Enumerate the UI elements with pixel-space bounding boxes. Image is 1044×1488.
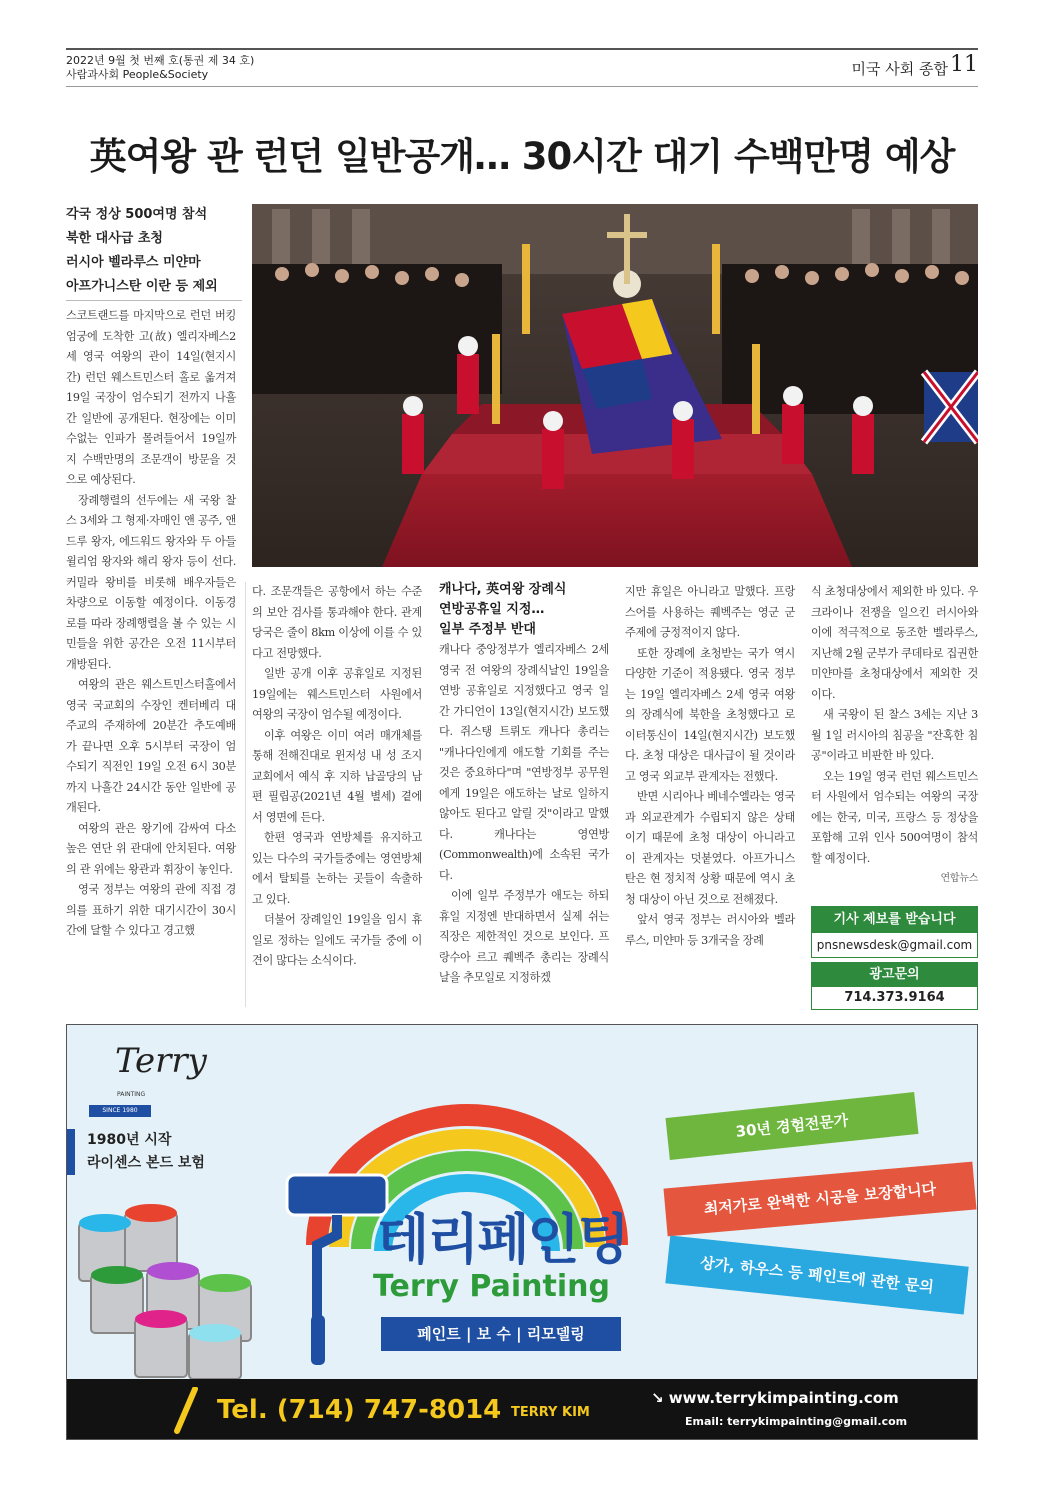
publication-name: 사람과사회 People&Society — [66, 68, 209, 81]
paragraph: 앞서 영국 정부는 러시아와 벨라루스, 미얀마 등 3개국을 장례 — [625, 913, 795, 947]
sub-article-heading-line: 연방공휴일 지정… — [439, 602, 545, 617]
subhead-line: 북한 대사급 초청 — [66, 231, 163, 246]
ad-email[interactable]: Email: terrykimpainting@gmail.com — [685, 1415, 908, 1428]
paragraph: 또한 장례에 초청받는 국가 역시 다양한 기준이 적용됐다. 영국 정부는 19일 엘리자베스 2세 영국 여왕의 장례식에 북한을 초청했다고 로이터통신이 14일(현지시간) 보도했다. 초청 대상은 대사급이 될 것이라고 영국 외교부 관계자는 전했다. — [625, 646, 795, 783]
news-tip-box — [811, 906, 978, 958]
sub-article-heading — [439, 580, 609, 640]
paragraph: 장례행렬의 선두에는 새 국왕 찰스 3세와 그 형제·자매인 앤 공주, 앤드루 왕자, 에드워드 왕자와 두 아들 윌리엄 왕자와 해리 왕자 등이 선다. 커밀라 왕비를 비롯해 배우자들은 차량으로 이동할 예정이다. 이동경로를 따라 장례행렬을 볼 수 있는 시민들을 위한 공간은 오전 11시부터 개방된다. — [66, 493, 236, 671]
ad-banner: 30년 경험전문가 — [665, 1092, 918, 1160]
paragraph: 지만 휴일은 아니라고 말했다. 프랑스어를 사용하는 퀘벡주는 영군 군주제에 긍정적이지 않다. — [625, 585, 795, 639]
subhead-rule — [66, 300, 242, 301]
sub-article-heading-line: 일부 주정부 반대 — [439, 622, 536, 637]
article-column-2 — [252, 582, 422, 972]
paragraph: 오는 19일 영국 런던 웨스트민스터 사원에서 엄수되는 여왕의 국장에는 한국, 미국, 프랑스 등 정상을 포함해 고위 인사 500여명이 참석할 예정이다. — [811, 769, 978, 865]
paragraph: 더불어 장례일인 19일을 임시 휴일로 정하는 일에도 국가들 중에 이견이 많다는 소식이다. — [252, 913, 422, 967]
ad-logo-since: SINCE 1980 — [89, 1105, 151, 1117]
byline: 연합뉴스 — [940, 873, 978, 884]
ad-korean-name: 테리페인팅 — [377, 1208, 628, 1271]
subhead-line: 각국 정상 500여명 참석 — [66, 207, 208, 222]
subhead-line: 러시아 벨라루스 미얀마 — [66, 255, 201, 270]
ad-banner: 상가, 하우스 등 페인트에 관한 문의 — [665, 1235, 968, 1314]
headline: 英여왕 관 런던 일반공개… 30시간 대기 수백만명 예상 — [89, 135, 955, 178]
brush-icon — [171, 1387, 201, 1435]
section-name: 미국 사회 종합 — [851, 60, 948, 78]
column-divider — [245, 582, 246, 1007]
paragraph: 여왕의 관은 왕기에 감싸여 다소 높은 연단 위 관대에 안치된다. 여왕의 관 위에는 왕관과 휘장이 놓인다. — [66, 821, 236, 876]
photo-illustration — [252, 204, 978, 567]
paragraph: 다. 조문객들은 공항에서 하는 수준의 보안 검사를 통과해야 한다. 관계당국은 줄이 8km 이상에 이를 수 있다고 전망했다. — [252, 585, 422, 660]
paragraph: 스코트랜드를 마지막으로 런던 버킹엄궁에 도착한 고(故) 엘리자베스2세 영국 여왕의 관이 14일(현지시간) 런던 웨스트민스터 홀로 옮겨져 19일 국장이 엄수되기 전까지 나흘간 일반에 공개된다. 현장에는 이미 수없는 인파가 몰려들어서 19일까지 수백만명의 조문객이 방문을 것으로 예상된다. — [66, 309, 236, 486]
ad-website[interactable]: ↘ www.terrykimpainting.com — [651, 1389, 899, 1407]
ad-inquiry-box — [811, 962, 978, 1010]
ad-telephone[interactable]: Tel. (714) 747-8014 — [217, 1395, 502, 1425]
header-rule-bottom — [66, 86, 978, 87]
paragraph: 이후 여왕은 이미 여러 매개체를 통해 전해진대로 윈저성 내 성 조지 교회에서 예식 후 지하 납골당의 남편 필립공(2021년 4월 별세) 곁에서 영면에 든다. — [252, 728, 422, 824]
paragraph: 영국 정부는 여왕의 관에 직접 경의를 표하기 위한 대기시간이 30시간에 달할 수 있다고 경고했 — [66, 883, 236, 937]
paragraph: 새 국왕이 된 찰스 3세는 지난 3월 1일 러시아의 침공을 "잔혹한 침공"이라고 비판한 바 있다. — [811, 708, 978, 762]
ad-inquiry-phone[interactable]: 714.373.9164 — [844, 990, 945, 1005]
ad-inquiry-title: 광고문의 — [812, 963, 977, 987]
article-column-1 — [66, 306, 236, 942]
paint-cans-icon — [73, 1193, 273, 1383]
issue-info: 2022년 9월 첫 번째 호(통권 제 34 호) — [66, 54, 255, 67]
ad-since-text: 1980년 시작 — [87, 1132, 172, 1148]
ad-banner: 최저가로 완벽한 시공을 보장합니다 — [663, 1162, 976, 1237]
paragraph: 이에 일부 주정부가 애도는 하되 휴일 지정엔 반대하면서 실제 쉬는 직장은 제한적인 것으로 보인다. 프랑수아 르고 퀘벡주 총리는 장례식날을 추모일로 지정하겠 — [439, 889, 609, 984]
sub-article-heading-line: 캐나다, 英여왕 장례식 — [439, 582, 567, 597]
paragraph: 일반 공개 이후 공휴일로 지정된 19일에는 웨스트민스터 사원에서 여왕의 국장이 엄수될 예정이다. — [252, 667, 422, 721]
article-column-5 — [811, 582, 978, 890]
ad-accent-bar — [67, 1129, 75, 1175]
ad-footer — [67, 1379, 978, 1440]
ad-license-text: 라이센스 본드 보험 — [87, 1155, 205, 1171]
terry-painting-ad — [66, 1024, 978, 1440]
ad-logo-name: Terry — [115, 1041, 207, 1081]
header-rule — [66, 48, 978, 50]
paragraph: 반면 시리아나 베네수엘라는 영국과 외교관계가 수립되지 않은 상태이기 때문에 초청 대상이 아니라고 이 관계자는 덧붙였다. 아프가니스탄은 현 정치적 상황 때문에 역시 초청 대상이 아닌 것으로 전해졌다. — [625, 790, 795, 906]
article-column-4 — [625, 582, 795, 951]
ad-english-name: Terry Painting — [373, 1269, 610, 1304]
paragraph: 캐나다 중앙정부가 엘리자베스 2세 영국 전 여왕의 장례식날인 19일을 연방 공휴일로 지정했다고 영국 일간 가디언이 13일(현지시간) 보도했다. 쥐스탱 트뤼도 캐나다 총리는 "캐나다인에게 애도할 기회를 주는 것은 중요하다"며 "연방정부 공무원에게 19일은 애도하는 날로 일하지 않아도 된다고 알릴 것"이라고 말했다. 캐나다는 영연방(Commonwealth)에 소속된 국가다. — [439, 643, 609, 882]
paragraph: 한편 영국과 연방체를 유지하고 있는 다수의 국가들중에는 영연방체에서 탈퇴를 논하는 곳들이 속출하고 있다. — [252, 831, 422, 906]
subhead-line: 아프가니스탄 이란 등 제외 — [66, 279, 218, 294]
paragraph: 식 초청대상에서 제외한 바 있다. 우크라이나 전쟁을 일으킨 러시아와 이에 적극적으로 동조한 벨라루스, 지난해 2월 군부가 쿠데타로 집권한 미얀마를 초청대상에서 제외한 것이다. — [811, 585, 978, 701]
ad-services: 페인트 | 보 수 | 리모델링 — [381, 1317, 621, 1351]
paragraph: 여왕의 관은 웨스트민스터홀에서 영국 국교회의 수장인 켄터베리 대주교의 주재하에 20분간 추도예배가 끝나면 오후 5시부터 국장이 엄수되기 직전인 19일 오전 6시 30분까지 나흘간 24시간 동안 일반에 공개된다. — [66, 678, 236, 814]
ad-logo-sub: PAINTING — [117, 1091, 146, 1098]
news-tip-title: 기사 제보를 받습니다 — [812, 907, 977, 933]
ad-contact-name: TERRY KIM — [511, 1405, 590, 1420]
news-tip-email[interactable]: pnsnewsdesk@gmail.com — [816, 938, 973, 952]
subheads — [66, 203, 246, 299]
article-photo — [252, 204, 978, 567]
article-column-3 — [439, 640, 609, 989]
page-number: 11 — [950, 52, 978, 77]
